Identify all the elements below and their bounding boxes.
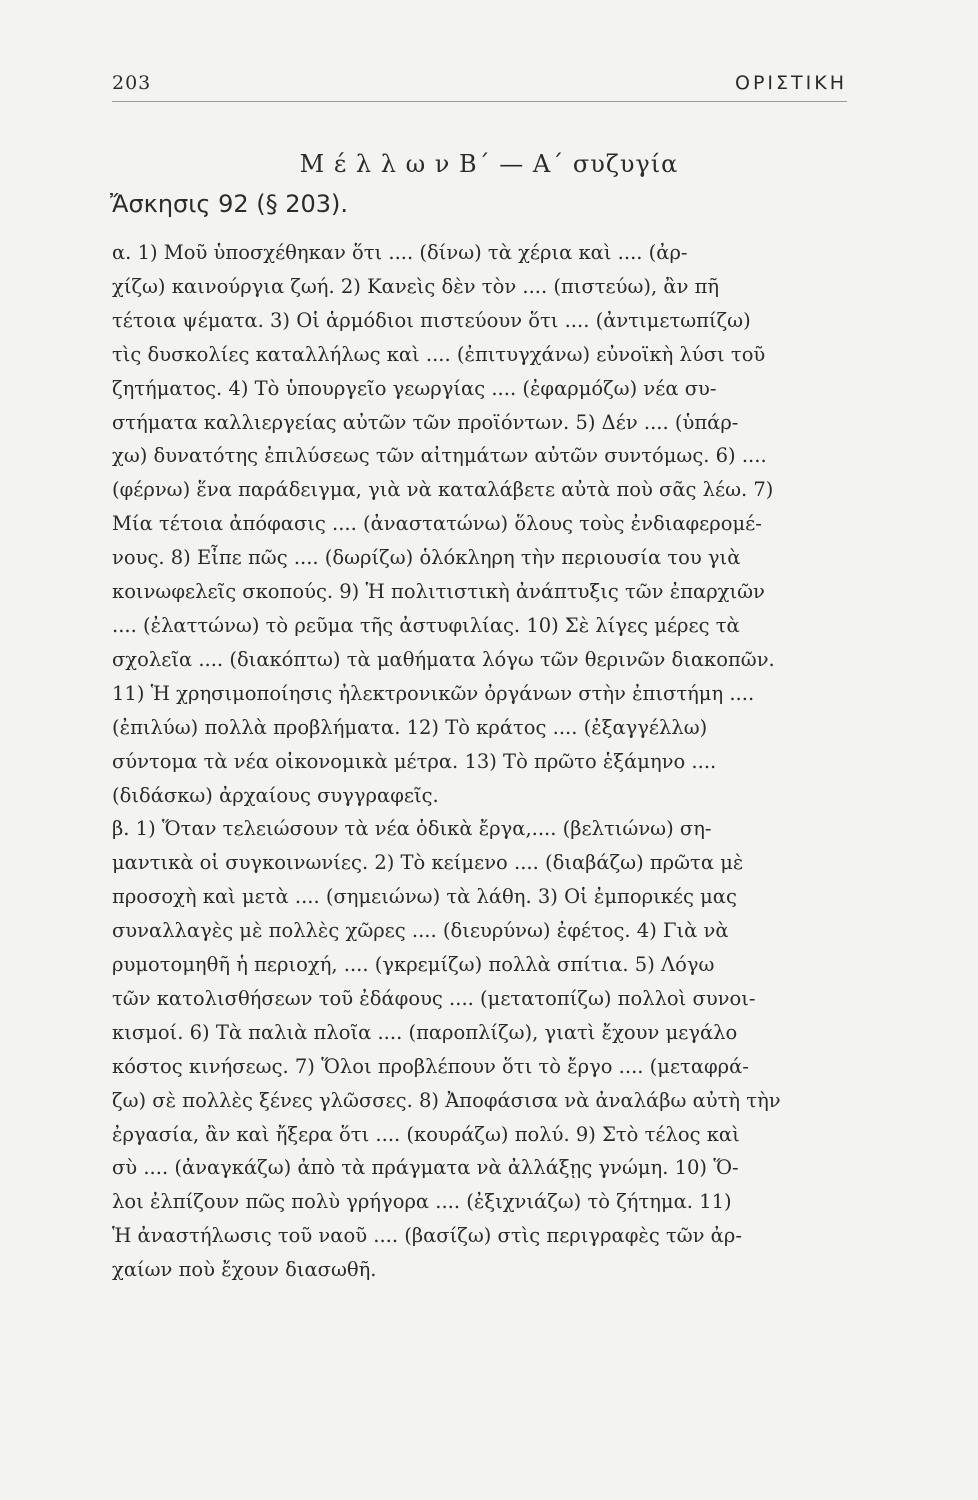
text-line: χαίων ποὺ ἔχουν διασωθῆ. bbox=[112, 1258, 377, 1282]
text-line: τὶς δυσκολίες καταλλήλως καὶ .... (ἐπιτυγχάνω) εὐνοϊκὴ λύσι τοῦ bbox=[112, 342, 766, 366]
text-line: νους. 8) Εἶπε πῶς .... (δωρίζω) ὁλόκληρη τὴν περιουσία του γιὰ bbox=[112, 546, 741, 570]
exercise-title: Ἄσκησις 92 (§ 203). bbox=[110, 190, 349, 218]
text-line: χίζω) καινούργια ζωή. 2) Κανεὶς δὲν τὸν .... (πιστεύω), ἂν πῆ bbox=[112, 274, 720, 298]
header-rule bbox=[112, 101, 847, 102]
text-line: κισμοί. 6) Τὰ παλιὰ πλοῖα .... (παροπλίζω), γιατὶ ἔχουν μεγάλο bbox=[112, 1020, 738, 1044]
text-line: κόστος κινήσεως. 7) Ὅλοι προβλέπουν ὅτι τὸ ἔργο .... (μεταφρά- bbox=[112, 1054, 749, 1078]
text-line: τέτοια ψέματα. 3) Οἱ ἁρμόδιοι πιστεύουν ὅτι .... (ἀντιμετωπίζω) bbox=[112, 308, 751, 332]
text-line: σχολεῖα .... (διακόπτω) τὰ μαθήματα λόγω τῶν θερινῶν διακοπῶν. bbox=[112, 647, 775, 671]
text-line: α. 1) Μοῦ ὑποσχέθηκαν ὅτι .... (δίνω) τὰ χέρια καὶ .... (ἀρ- bbox=[112, 241, 688, 264]
running-title: ΟΡΙΣΤΙΚΗ bbox=[735, 72, 847, 94]
text-line: στήματα καλλιεργείας αὐτῶν τῶν προϊόντων. 5) Δέν .... (ὑπάρ- bbox=[112, 410, 739, 434]
text-line: (φέρνω) ἕνα παράδειγμα, γιὰ νὰ καταλάβετε αὐτὰ ποὺ σᾶς λέω. 7) bbox=[112, 478, 774, 502]
text-line: συναλλαγὲς μὲ πολλὲς χῶρες .... (διευρύνω) ἐφέτος. 4) Γιὰ νὰ bbox=[112, 919, 729, 943]
text-line: ρυμοτομηθῆ ἡ περιοχή, .... (γκρεμίζω) πολλὰ σπίτια. 5) Λόγω bbox=[112, 953, 715, 977]
text-line: 11) Ἡ χρησιμοποίησις ἠλεκτρονικῶν ὀργάνων στὴν ἐπιστήμη .... bbox=[112, 681, 755, 705]
text-line: (διδάσκω) ἀρχαίους συγγραφεῖς. bbox=[112, 783, 439, 807]
page-number: 203 bbox=[112, 72, 152, 94]
chapter-heading: Μ έ λ λ ω ν Β΄ — Α΄ συζυγία bbox=[299, 150, 679, 178]
text-line: Μία τέτοια ἀπόφασις .... (ἀναστατώνω) ὅλους τοὺς ἐνδιαφερομέ- bbox=[112, 512, 762, 536]
text-line: προσοχὴ καὶ μετὰ .... (σημειώνω) τὰ λάθη. 3) Οἱ ἐμπορικές μας bbox=[112, 885, 737, 909]
text-line: κοινωφελεῖς σκοπούς. 9) Ἡ πολιτιστικὴ ἀνάπτυξις τῶν ἐπαρχιῶν bbox=[112, 580, 765, 604]
text-line: Ἡ ἀναστήλωσις τοῦ ναοῦ .... (βασίζω) στὶς περιγραφὲς τῶν ἀρ- bbox=[112, 1224, 742, 1248]
text-line: ζω) σὲ πολλὲς ξένες γλῶσσες. 8) Ἀποφάσισα νὰ ἀναλάβω αὐτὴ τὴν bbox=[112, 1088, 781, 1112]
text-line: λοι ἐλπίζουν πῶς πολὺ γρήγορα .... (ἐξιχνιάζω) τὸ ζήτημα. 11) bbox=[112, 1190, 732, 1214]
text-line: σύντομα τὰ νέα οἰκονομικὰ μέτρα. 13) Τὸ πρῶτο ἑξάμηνο .... bbox=[112, 749, 717, 773]
text-line: τῶν κατολισθήσεων τοῦ ἐδάφους .... (μετατοπίζω) πολλοὶ συνοι- bbox=[112, 986, 756, 1010]
text-line: (ἐπιλύω) πολλὰ προβλήματα. 12) Τὸ κράτος .... (ἐξαγγέλλω) bbox=[112, 715, 708, 739]
text-line: μαντικὰ οἱ συγκοινωνίες. 2) Τὸ κείμενο .... (διαβάζω) πρῶτα μὲ bbox=[112, 851, 744, 875]
text-line: .... (ἐλαττώνω) τὸ ρεῦμα τῆς ἀστυφιλίας. 10) Σὲ λίγες μέρες τὰ bbox=[112, 613, 740, 637]
text-line: σὺ .... (ἀναγκάζω) ἀπὸ τὰ πράγματα νὰ ἀλλάξῃς γνώμη. 10) Ὅ- bbox=[112, 1156, 739, 1180]
text-line: β. 1) Ὅταν τελειώσουν τὰ νέα ὁδικὰ ἔργα,.... (βελτιώνω) ση- bbox=[112, 817, 712, 841]
exercise-body bbox=[112, 236, 842, 1287]
text-line: ζητήματος. 4) Τὸ ὑπουργεῖο γεωργίας .... (ἐφαρμόζω) νέα συ- bbox=[112, 376, 717, 400]
text-line: χω) δυνατότης ἐπιλύσεως τῶν αἰτημάτων αὐτῶν συντόμως. 6) .... bbox=[112, 444, 767, 468]
text-line: ἐργασία, ἂν καὶ ἤξερα ὅτι .... (κουράζω) πολύ. 9) Στὸ τέλος καὶ bbox=[112, 1122, 740, 1146]
